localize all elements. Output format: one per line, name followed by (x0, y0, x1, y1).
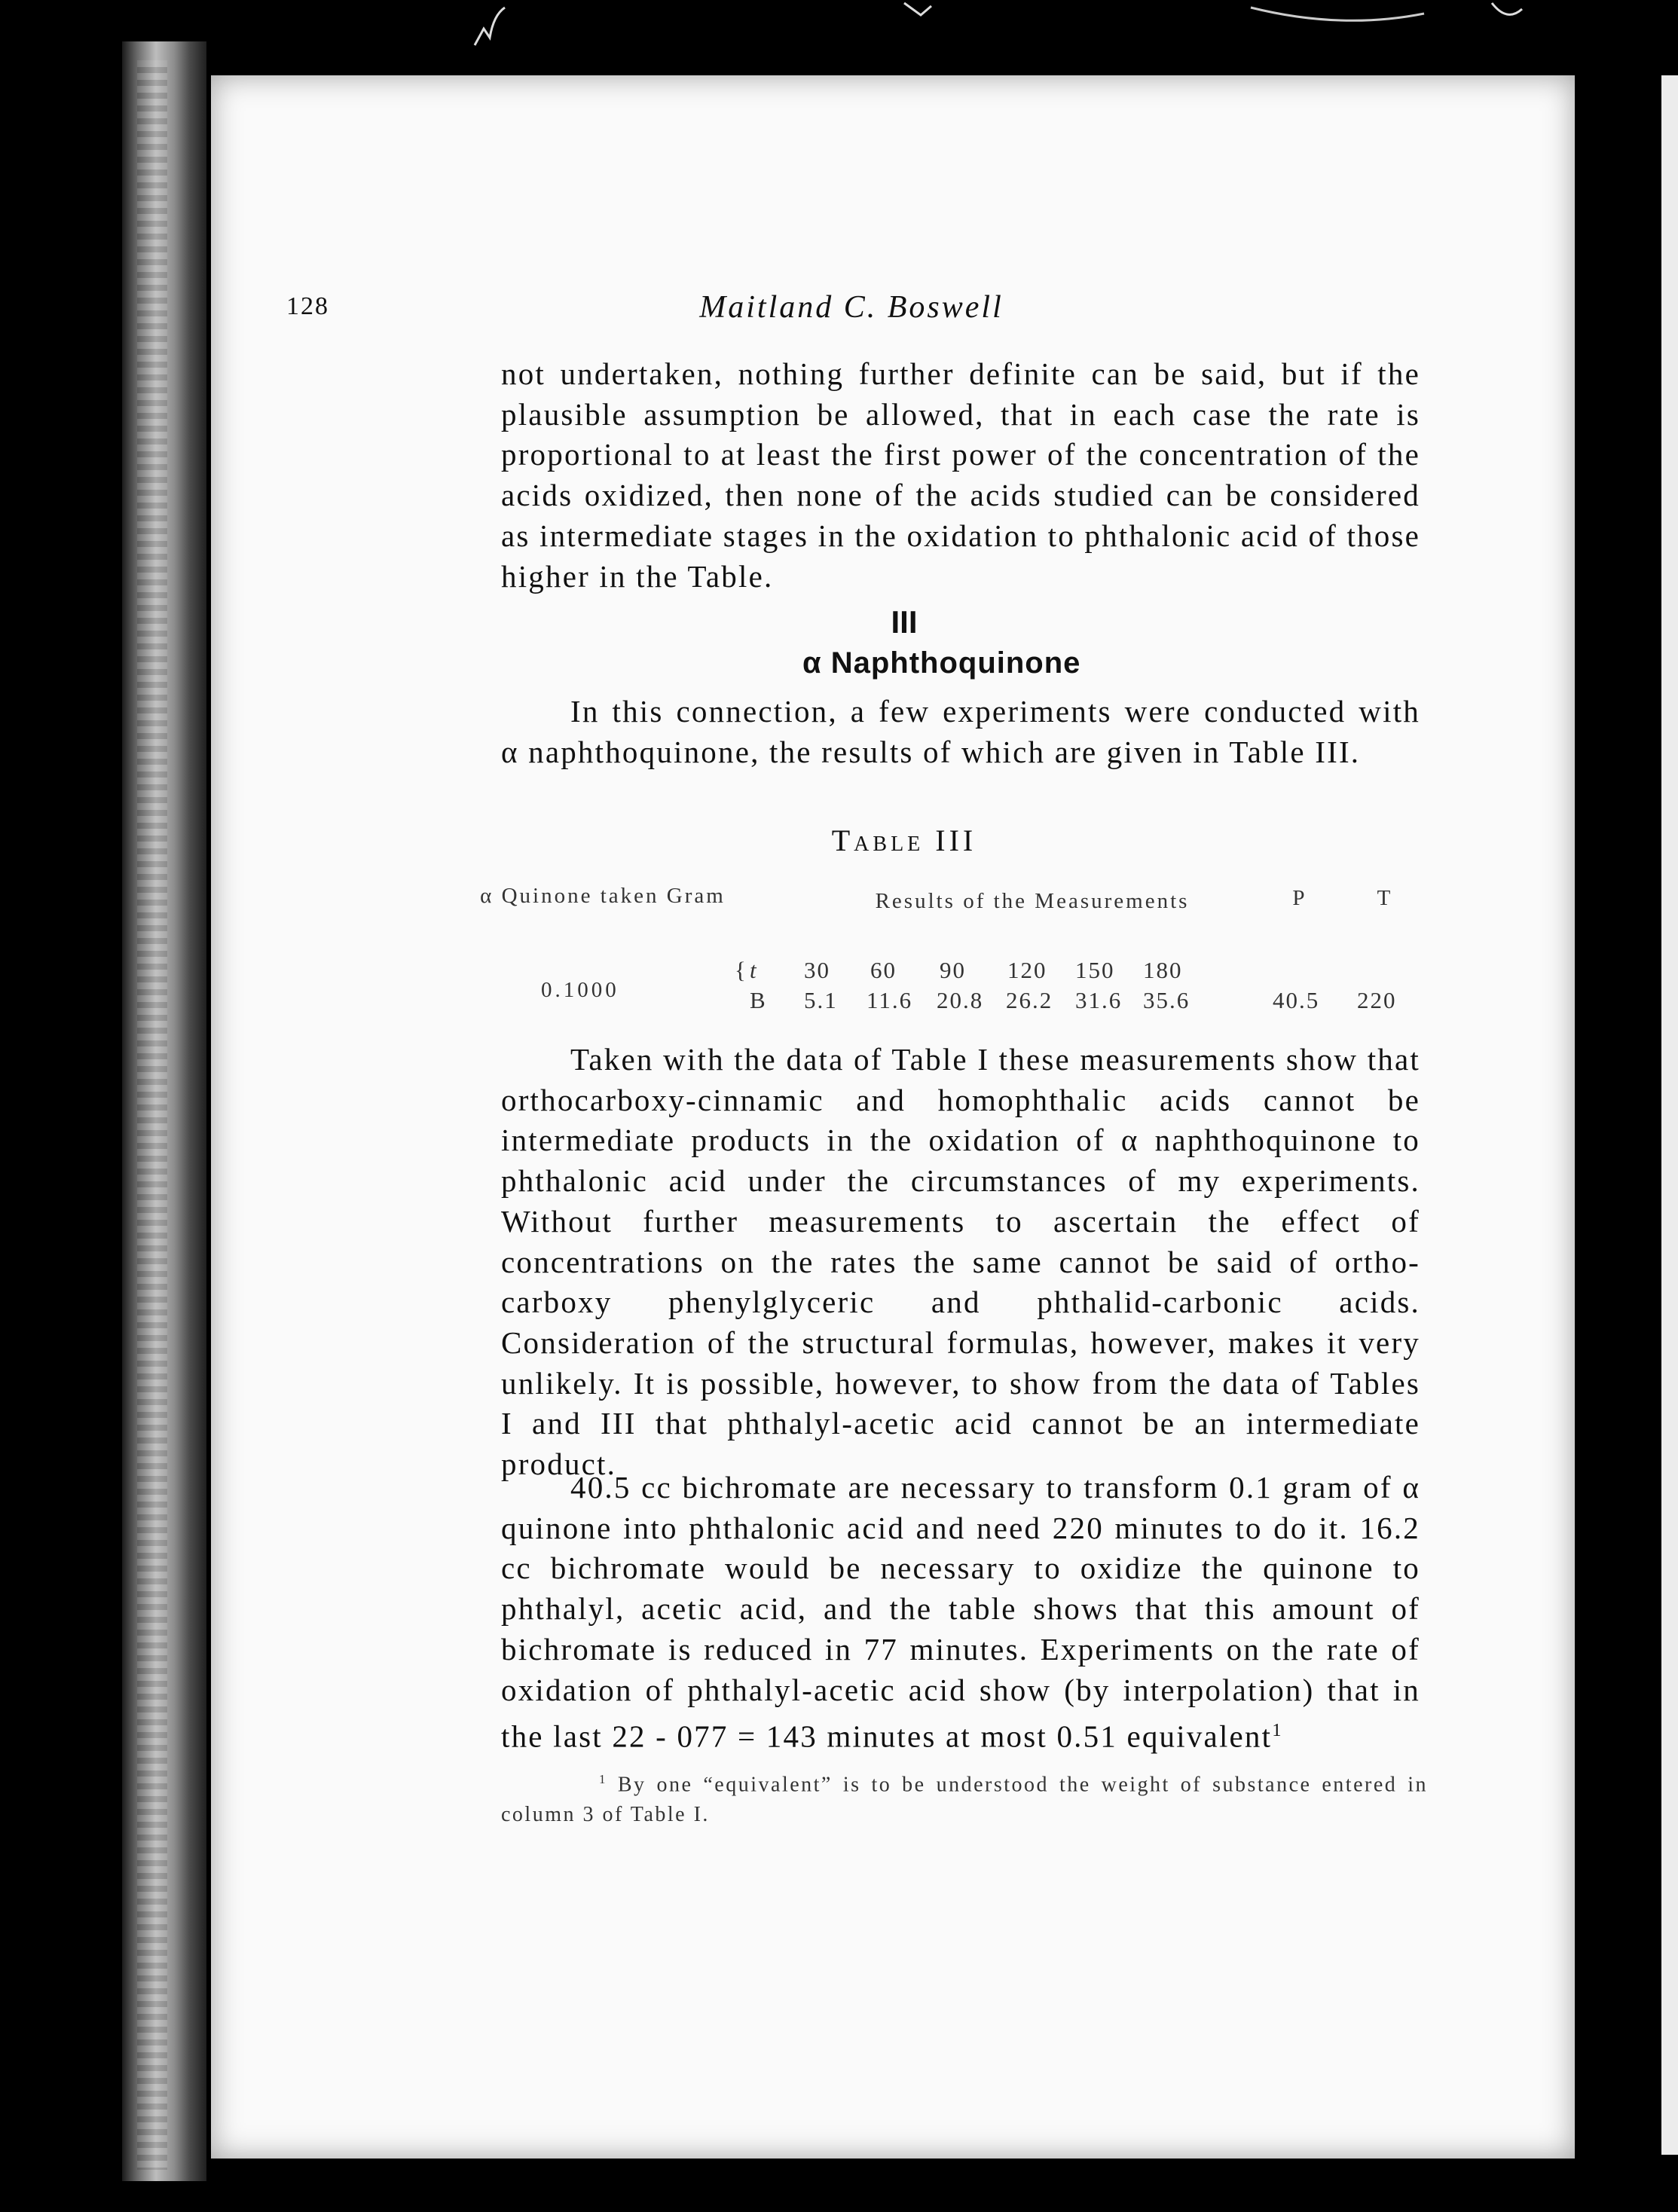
table-cell: 60 (870, 957, 897, 983)
table-header-results: Results of the Measurements (875, 889, 1190, 913)
table-cell: 31.6 (1075, 987, 1123, 1013)
paragraph-discussion: Taken with the data of Table I these measurements show that orthocarboxy-cinnamic and homophthalic acids cannot be intermediate products in the oxidation of α naphthoquinone to phthalonic acid under the circumstances of my experiments. Without further measurements to ascertain the effect of concentrations on the rates the same cannot be said of ortho-carboxy phenylglyceric and phthalid-carbonic acids. Consideration of the structural formulas, however, makes it very unlikely. It is possible, however, to show from the data of Tables I and III that phthalyl-acetic acid cannot be an intermediate product. (501, 1042, 1420, 1482)
table-cell-t: 220 (1357, 987, 1397, 1013)
row-label-t: t (750, 957, 758, 983)
table-header-quinone-taken: α Quinone taken Gram (480, 884, 726, 908)
running-head (286, 292, 1417, 330)
table-caption: Table III (831, 823, 977, 857)
paragraph-bichromate-text: 40.5 cc bichromate are necessary to transform 0.1 gram of α quinone into phthalonic acid and need 220 minutes to do it. 16.2 cc bichromate would be necessary to oxidize the quinone to phthalyl, acetic acid, and the table shows that this amount of bichromate is reduced in 77 minutes. Experiments on the rate of oxidation of phthalyl-acetic acid show (by interpolation) that in the last 22 - 077 = 143 minutes at most 0.51 equivalent (501, 1470, 1420, 1754)
page-number: 128 (286, 292, 329, 320)
author-running-title: Maitland C. Boswell (699, 290, 1004, 325)
table-cell: 11.6 (867, 987, 913, 1013)
table-cell: 35.6 (1143, 987, 1190, 1013)
section-number: III (891, 604, 918, 640)
table-header-p: P (1292, 886, 1307, 910)
footnote-marker: 1 (599, 1772, 607, 1786)
table-cell: 90 (940, 957, 966, 983)
paragraph-continuation: not undertaken, nothing further definite can be said, but if the plausible assumption be allowed, that in each case the rate is proportional to at least the first power of the concentration of the acids oxidized, then none of the acids studied can be considered as intermediate stages in the oxidation to phthalonic acid of those higher in the Table. (501, 356, 1420, 594)
row-label-b: B (750, 987, 767, 1013)
footnote (501, 1764, 1428, 1830)
section-title: α Naphthoquinone (802, 646, 1081, 680)
table-cell: 120 (1007, 957, 1047, 983)
table-cell: 30 (804, 957, 830, 983)
table-header-t: T (1377, 886, 1393, 910)
paragraph-intro-table: In this connection, a few experiments were conducted with α naphthoquinone, the results of which are given in Table III. (501, 694, 1420, 769)
spine-texture (137, 60, 167, 2170)
paragraph-bichromate (501, 1468, 1420, 1758)
table-cell: 180 (1143, 957, 1183, 983)
table-cell: 20.8 (937, 987, 984, 1013)
adjacent-page-edge (1661, 75, 1678, 2155)
margin-pen-marks (422, 0, 1678, 53)
table-cell-quantity: 0.1000 (541, 978, 619, 1002)
table-cell: 5.1 (804, 987, 838, 1013)
table-cell: 26.2 (1006, 987, 1053, 1013)
row-bracket: { (735, 957, 747, 983)
footnote-reference: 1 (1272, 1720, 1283, 1741)
table-cell-p: 40.5 (1273, 987, 1320, 1013)
footnote-text: By one “equivalent” is to be understood the weight of substance entered in column 3 of Table I. (501, 1773, 1429, 1827)
table-cell: 150 (1075, 957, 1115, 983)
film-border-left (0, 0, 124, 2212)
